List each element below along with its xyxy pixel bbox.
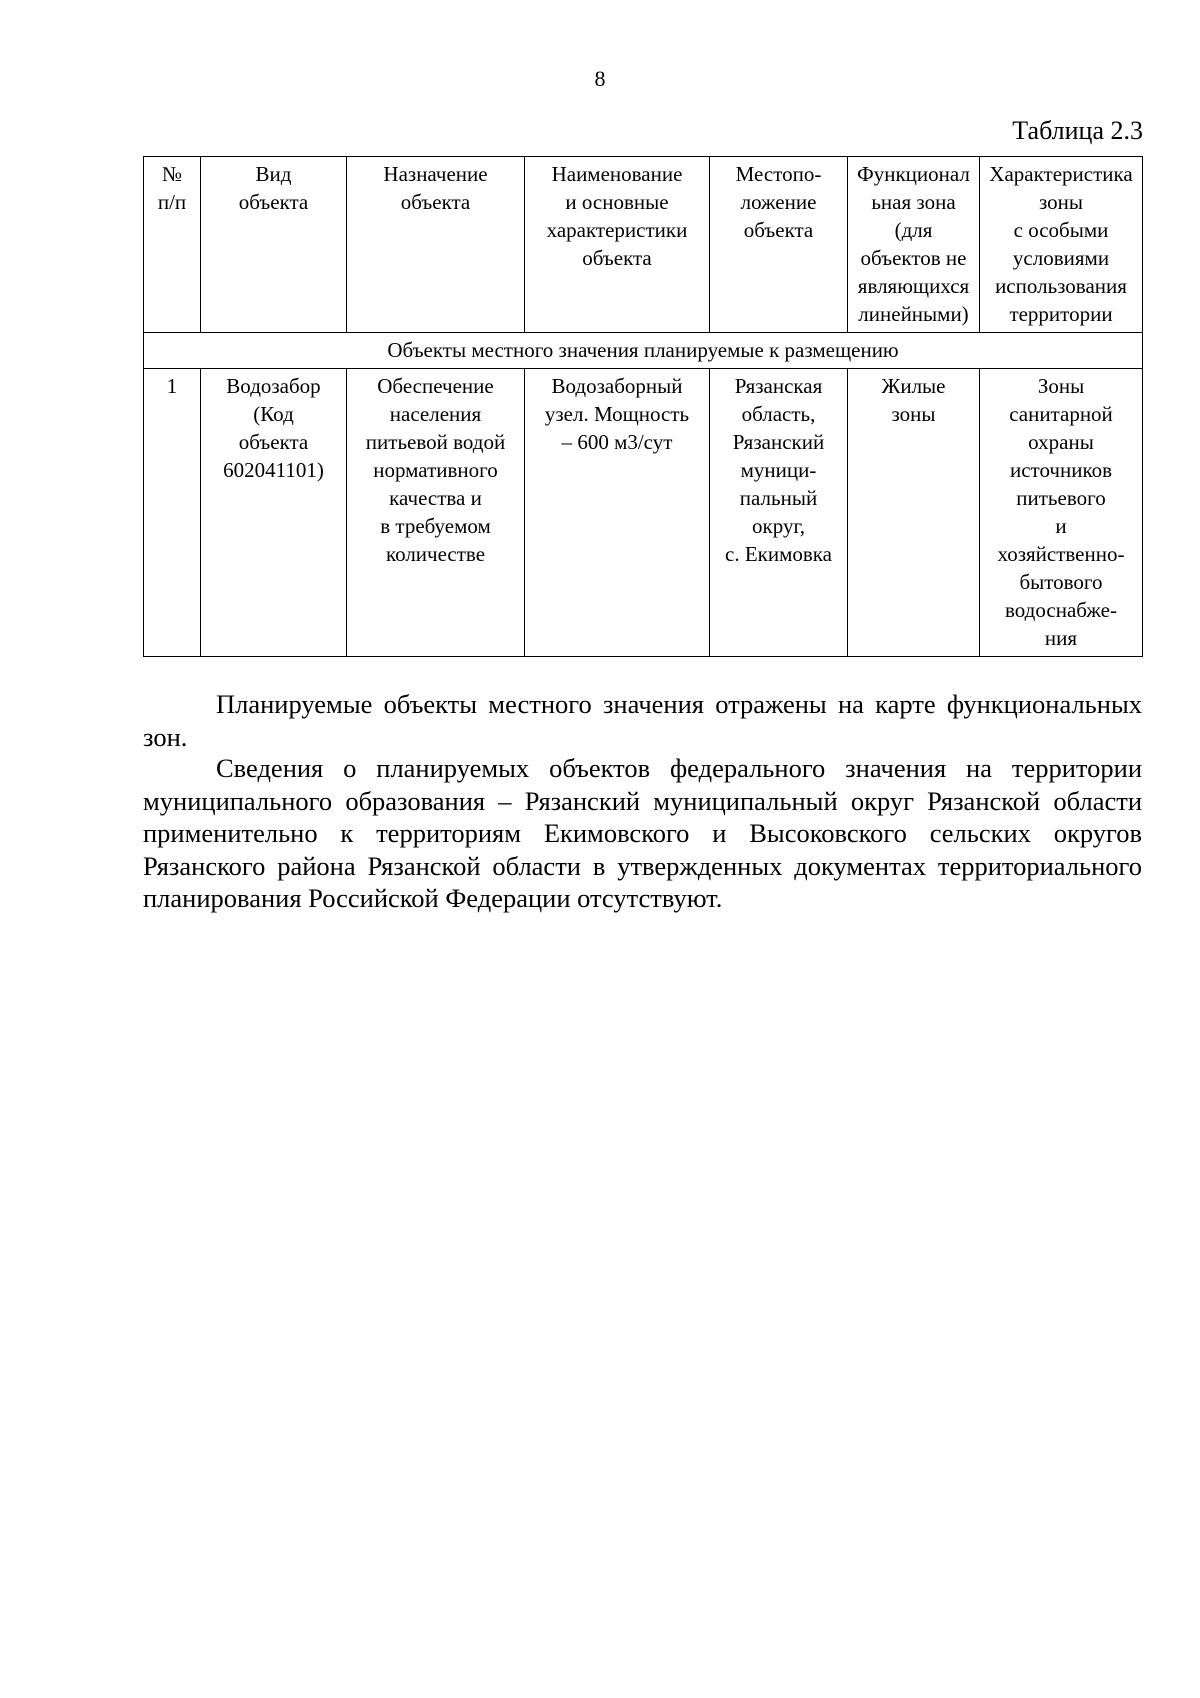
- cell-zone-characteristics: Зоны санитарной охраны источников питьевого и хозяйственно- бытового водоснабже- ния: [980, 369, 1143, 657]
- header-cell-name-characteristics: Наименование и основные характеристики объекта: [525, 157, 710, 333]
- cell-purpose: Обеспечение населения питьевой водой нормативного качества и в требуемом количестве: [347, 369, 525, 657]
- table-caption: Таблица 2.3: [1012, 116, 1143, 145]
- header-cell-zone-characteristics: Характеристика зоны с особыми условиями использования территории: [980, 157, 1143, 333]
- objects-table: [143, 156, 1143, 657]
- table-header-row: [144, 157, 1143, 333]
- paragraph-federal-objects: [143, 752, 1142, 915]
- cell-object-type: Водозабор (Код объекта 602041101): [201, 369, 347, 657]
- cell-name-characteristics: Водозаборный узел. Мощность – 600 м3/сут: [525, 369, 710, 657]
- paragraph-text: Планируемые объекты местного значения отражены на карте функциональных зон.: [143, 689, 1142, 752]
- header-cell-object-type: Вид объекта: [201, 157, 347, 333]
- paragraph-planned-objects: [143, 688, 1142, 753]
- cell-number: 1: [144, 369, 201, 657]
- header-cell-number: № п/п: [144, 157, 201, 333]
- cell-location: Рязанская область, Рязанский муници- пальный округ, с. Екимовка: [710, 369, 848, 657]
- cell-functional-zone: Жилые зоны: [848, 369, 980, 657]
- page-number: 8: [594, 66, 606, 91]
- table-row: [144, 369, 1143, 657]
- header-cell-location: Местопо- ложение объекта: [710, 157, 848, 333]
- section-title: Объекты местного значения планируемые к размещению: [144, 333, 1143, 369]
- paragraph-text: Сведения о планируемых объектов федерального значения на территории муниципального образования – Рязанский муниципальный округ Рязанской области применительно к территориям Екимовского и Высоковского сельских округов Рязанского района Рязанской области в утвержденных документах территориального планирования Российской Федерации отсутствуют.: [143, 753, 1142, 913]
- header-cell-functional-zone: Функционал ьная зона (для объектов не являющихся линейными): [848, 157, 980, 333]
- header-cell-purpose: Назначение объекта: [347, 157, 525, 333]
- table-section-row: [144, 333, 1143, 369]
